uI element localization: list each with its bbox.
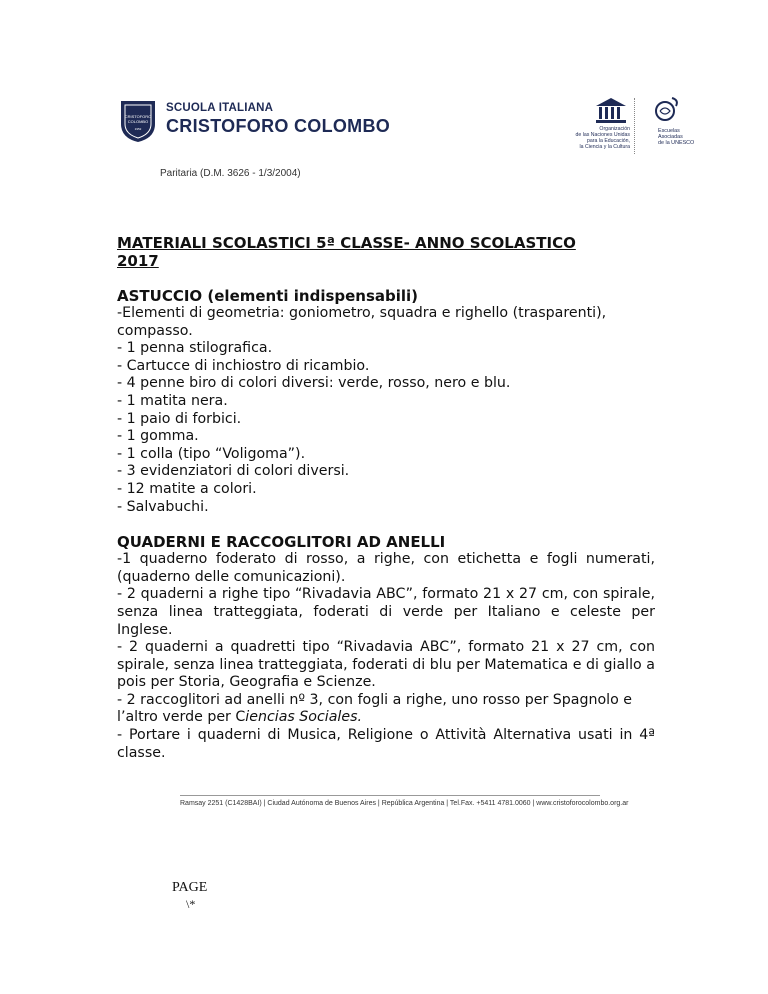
- footer-divider: [180, 795, 600, 796]
- list-item: - 1 colla (tipo “Voligoma”).: [117, 445, 306, 462]
- list-item: - 1 matita nera.: [117, 392, 228, 409]
- unesco-org-line: la Ciencia y la Cultura: [579, 144, 630, 150]
- unesco-logo: [558, 92, 695, 166]
- list-item: - 1 paio di forbici.: [117, 410, 242, 427]
- title-line: MATERIALI SCOLASTICI 5ª CLASSE- ANNO SCOLASTICO: [117, 234, 576, 252]
- quaderni-heading: QUADERNI E RACCOGLITORI AD ANELLI: [117, 533, 446, 552]
- page-field-code: \*: [186, 897, 196, 911]
- list-item: - 1 penna stilografica.: [117, 340, 273, 357]
- list-item: [117, 692, 655, 727]
- school-crest-icon: [118, 98, 158, 144]
- unesco-org-line: para la Educación,: [587, 138, 630, 144]
- page-field: [172, 880, 207, 912]
- document-body: [117, 234, 655, 762]
- svg-text:1952: 1952: [134, 127, 142, 131]
- list-item: -1 quaderno foderato di rosso, a righe, con etichetta e fogli numerati, (quaderno delle comunicazioni).: [117, 551, 655, 585]
- unesco-temple-icon: [594, 96, 628, 124]
- list-item-text: - 2 raccoglitori ad anelli nº 3, con fogli a righe, uno rosso per Spagnolo e l’altro verde per C: [117, 691, 633, 726]
- list-item: - 2 quaderni a righe tipo “Rivadavia ABC”, formato 21 x 27 cm, con spirale, senza linea tratteggiata, foderati di verde per Italiano e celeste per Inglese.: [117, 586, 655, 638]
- list-item: - 3 evidenziatori di colori diversi.: [117, 463, 350, 480]
- escuelas-line: de la UNESCO: [658, 140, 695, 147]
- list-item: - Portare i quaderni di Musica, Religione o Attività Alternativa usati in 4ª classe.: [117, 727, 655, 761]
- escuelas-line: Escuelas: [658, 128, 680, 134]
- school-name-top: SCUOLA ITALIANA: [166, 102, 274, 114]
- list-item: - 12 matite a colori.: [117, 480, 257, 497]
- list-item-italic: iencias Sociales.: [245, 709, 362, 726]
- list-item: - 2 quaderni a quadretti tipo “Rivadavia ABC”, formato 21 x 27 cm, con spirale, senza linea tratteggiata, foderati di blu per Matematica e di giallo a pois per Storia, Geografia e Scienze.: [117, 639, 655, 691]
- list-item: - Salvabuchi.: [117, 498, 209, 515]
- title-line: 2017: [117, 252, 159, 270]
- list-item: - Cartucce di inchiostro di ricambio.: [117, 357, 370, 374]
- astuccio-heading: ASTUCCIO (elementi indispensabili): [117, 287, 419, 305]
- paritaria-note: Paritaria (D.M. 3626 - 1/3/2004): [160, 168, 301, 179]
- list-item: -Elementi di geometria: goniometro, squadra e righello (trasparenti), compasso.: [117, 305, 607, 339]
- document-title: [117, 234, 655, 270]
- page-field-label: PAGE: [172, 880, 208, 895]
- svg-text:COLOMBO: COLOMBO: [127, 119, 149, 124]
- letterhead: [118, 96, 695, 186]
- list-item: - 4 penne biro di colori diversi: verde, rosso, nero e blu.: [117, 375, 511, 392]
- list-item: - 1 gomma.: [117, 428, 199, 445]
- unesco-divider: [634, 98, 635, 154]
- footer-address: Ramsay 2251 (C1428BAI) | Ciudad Autónoma de Buenos Aires | República Argentina | Tel.Fax. +5411 4781.0060 | www.cristoforocolombo.org.ar: [180, 800, 629, 807]
- svg-text:CRISTOFORO: CRISTOFORO: [124, 114, 152, 119]
- escuelas-line: Asociadas: [658, 134, 683, 141]
- school-name-main: CRISTOFORO COLOMBO: [166, 116, 391, 136]
- asp-net-icon: [654, 94, 680, 124]
- unesco-org-line: Organización: [599, 126, 630, 132]
- unesco-org-line: de las Naciones Unidas: [575, 132, 630, 138]
